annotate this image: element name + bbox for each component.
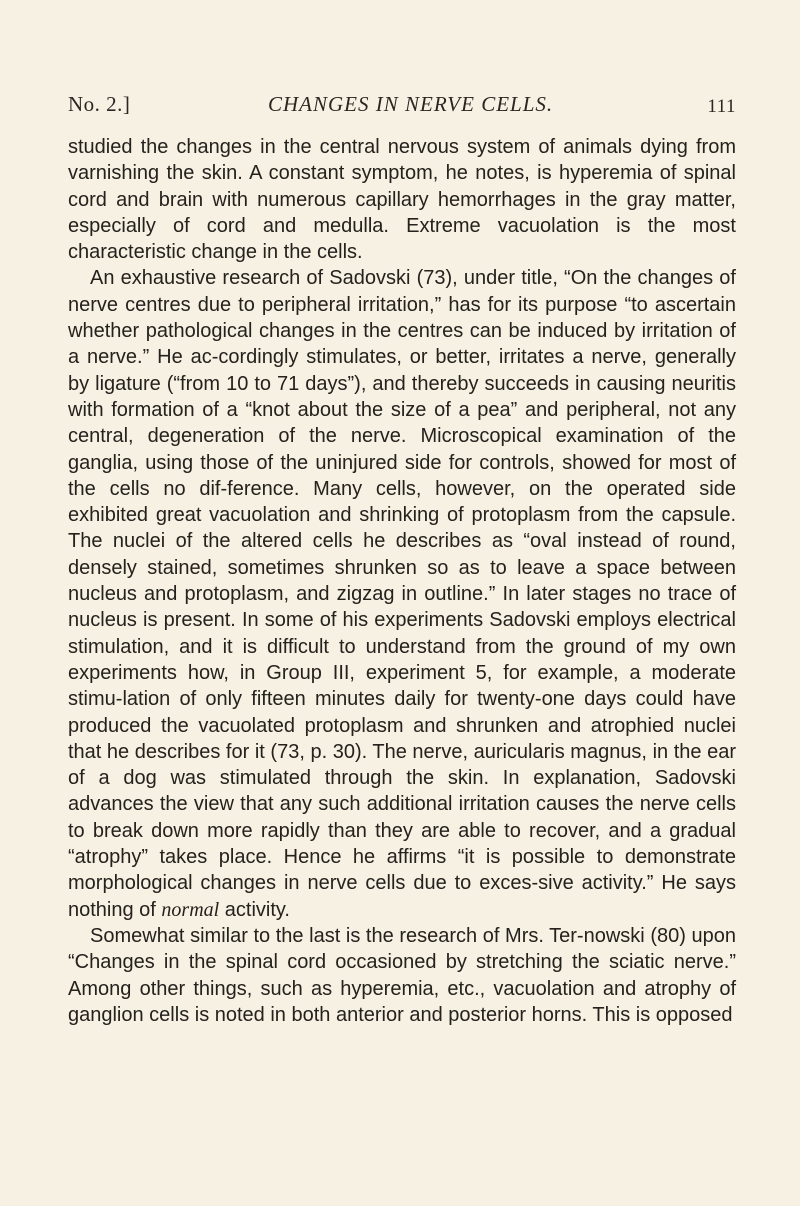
running-title: CHANGES IN NERVE CELLS. bbox=[268, 92, 554, 116]
paragraph-2-text: An exhaustive research of Sadovski (73), under title, “On the changes of nerve centres due to peripheral irritation,” has for its purpose “to ascertain whether pathological changes in the centres can be induced by irritation of a nerve.” He ac-cordingly stimulates, or better, irritates a nerve, generally by ligature (“from 10 to 71 days”), and thereby succeeds in causing neuritis with formation of a “knot about the size of a pea” and peripheral, not any central, degeneration of the nerve. Microscopical examination of the ganglia, using those of the uninjured side for controls, showed for most of the cells no dif-ference. Many cells, however, on the operated side exhibited great vacuolation and shrinking of protoplasm from the capsule. The nuclei of the altered cells he describes as “oval instead of round, densely stained, sometimes shrunken so as to leave a space between nucleus and protoplasm, and zigzag in outline.” In later stages no trace of nucleus is present. In some of his experiments Sadovski employs electrical stimulation, and it is difficult to understand from the ground of my own experiments how, in Group III, experiment 5, for example, a moderate stimu-lation of only fifteen minutes daily for twenty-one days could have produced the vacuolated protoplasm and shrunken and atrophied nuclei that he describes for it (73, p. 30). The nerve, auricularis magnus, in the ear of a dog was stimulated through the skin. In explanation, Sadovski advances the view that any such additional irritation causes the nerve cells to break down more rapidly than they are able to recover, and a gradual “atrophy” takes place. Hence he affirms “it is possible to demonstrate morphological changes in nerve cells due to exces-sive activity.” He says nothing of bbox=[68, 267, 736, 921]
paragraph-2 bbox=[68, 265, 736, 922]
body-text bbox=[68, 134, 736, 1028]
running-header bbox=[68, 92, 736, 122]
paragraph-2-tail: activity. bbox=[219, 898, 290, 921]
emphasized-word: normal bbox=[161, 898, 220, 921]
issue-number: No. 2.] bbox=[68, 92, 131, 116]
page-number: 111 bbox=[707, 96, 736, 117]
paragraph-3: Somewhat similar to the last is the research of Mrs. Ter-nowski (80) upon “Changes in the spinal cord occasioned by stretching the sciatic nerve.” Among other things, such as hyperemia, etc., vacuolation and atrophy of ganglion cells is noted in both anterior and posterior horns. This is opposed bbox=[68, 924, 736, 1026]
paragraph-1: studied the changes in the central nervous system of animals dying from varnishing the skin. A constant symptom, he notes, is hyperemia of spinal cord and brain with numerous capillary hemorrhages in the gray matter, especially of cord and medulla. Extreme vacuolation is the most characteristic change in the cells. bbox=[68, 136, 736, 264]
